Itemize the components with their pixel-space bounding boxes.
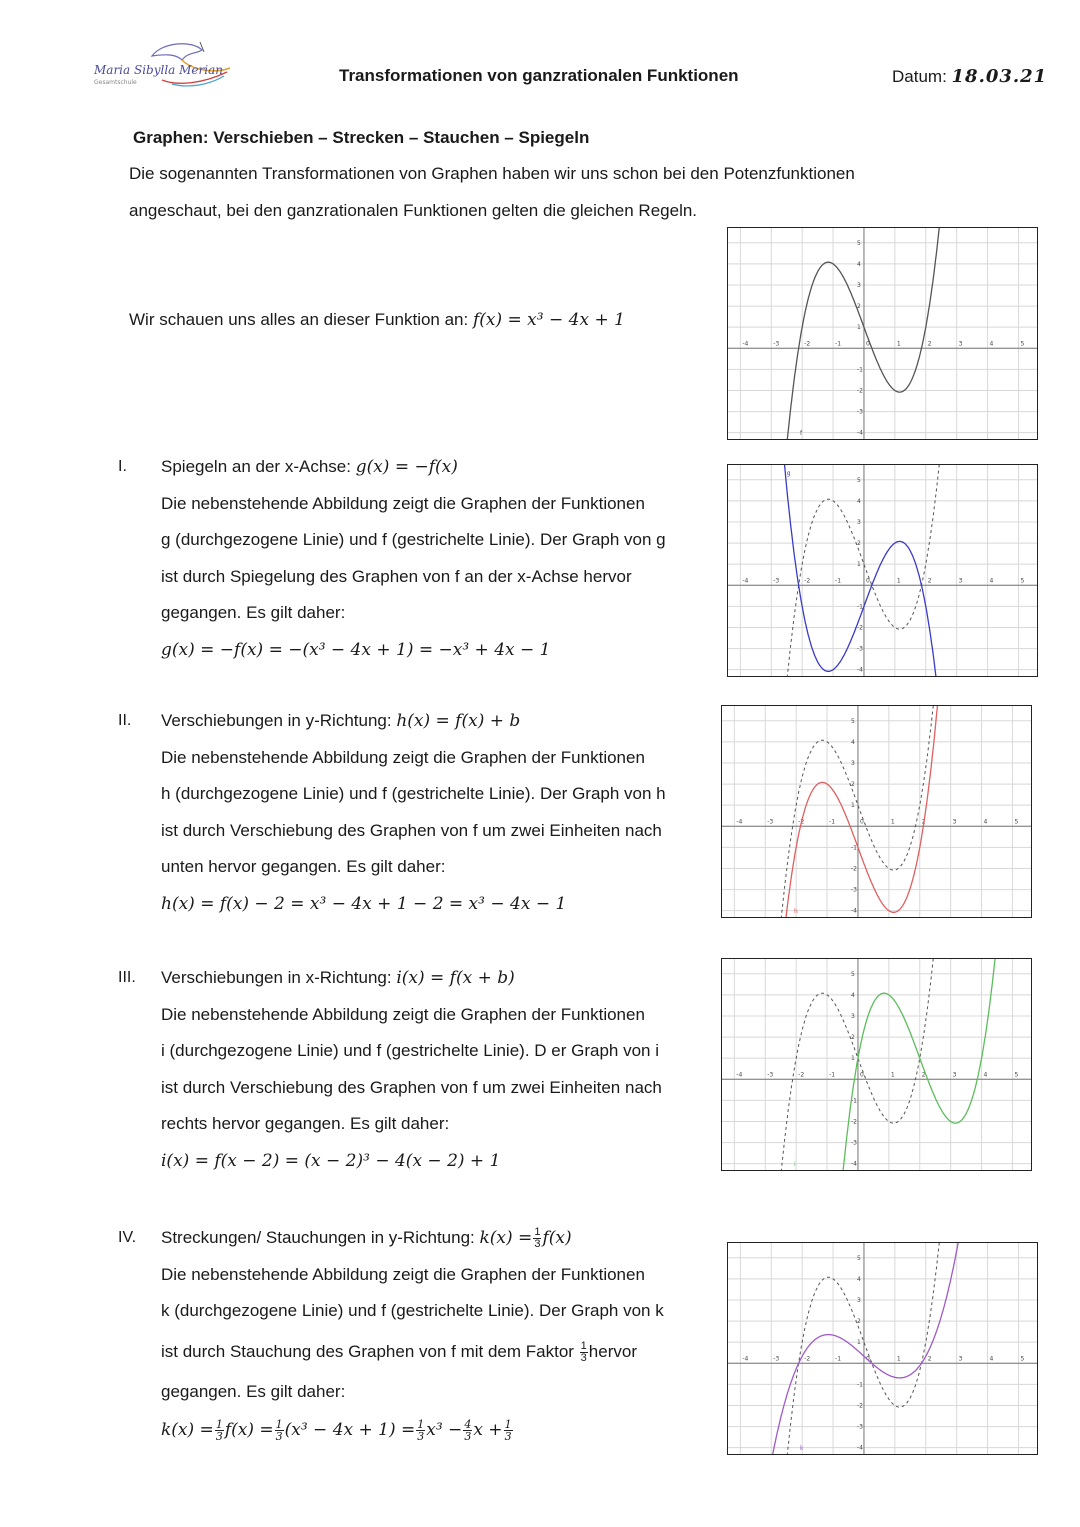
fraction-numerator: 4 xyxy=(464,1418,472,1431)
x-tick-label: -3 xyxy=(773,577,780,585)
x-tick-label: 1 xyxy=(896,1355,901,1363)
y-tick-label: -2 xyxy=(856,624,863,632)
y-tick-label: 2 xyxy=(850,1034,855,1042)
section-4-heading xyxy=(161,1220,721,1257)
x-tick-label: 5 xyxy=(1020,1355,1025,1363)
y-tick-label: -1 xyxy=(850,844,857,852)
section-3-line-4: rechts hervor gegangen. Es gilt daher: xyxy=(161,1114,450,1133)
section-4-formula xyxy=(161,1410,721,1450)
y-tick-label: -2 xyxy=(850,1118,857,1126)
formula-part: f(x) = xyxy=(224,1420,274,1440)
x-tick-label: -2 xyxy=(804,340,811,348)
date-label: Datum: xyxy=(892,67,947,86)
x-tick-label: -2 xyxy=(798,818,805,826)
x-tick-label: 0 xyxy=(859,1071,864,1079)
x-tick-label: -1 xyxy=(829,818,836,826)
numeral-4: IV. xyxy=(118,1229,137,1246)
fraction xyxy=(504,1419,513,1442)
x-tick-label: 2 xyxy=(921,1071,926,1079)
x-tick-label: -4 xyxy=(736,1071,743,1079)
y-tick-label: 1 xyxy=(856,561,861,569)
section-1-formula: g(x) = −f(x) = −(x³ − 4x + 1) = −x³ + 4x − 1 xyxy=(161,639,551,660)
x-tick-label: 4 xyxy=(989,1355,994,1363)
x-tick-label: 0 xyxy=(865,1355,870,1363)
x-tick-label: -3 xyxy=(767,1071,774,1079)
function-definition xyxy=(129,302,625,339)
intro-line-2: angeschaut, bei den ganzrationalen Funktionen gelten die gleichen Regeln. xyxy=(129,200,698,220)
fraction-denominator: 3 xyxy=(504,1430,512,1443)
formula-part: (x³ − 4x + 1) = xyxy=(284,1420,416,1440)
section-3-heading-formula: i(x) = f(x + b) xyxy=(396,968,515,988)
x-tick-label: -2 xyxy=(804,577,811,585)
y-tick-label: -1 xyxy=(856,366,863,374)
y-tick-label: 1 xyxy=(856,1339,861,1347)
x-tick-label: 3 xyxy=(958,340,963,348)
x-tick-label: 5 xyxy=(1014,1071,1019,1079)
section-title: Graphen: Verschieben – Strecken – Stauchen – Spiegeln xyxy=(133,128,590,147)
y-tick-label: -2 xyxy=(856,1402,863,1410)
fraction xyxy=(275,1419,284,1442)
fraction xyxy=(215,1419,224,1442)
numeral-3: III. xyxy=(118,969,136,986)
fraction-numerator: 1 xyxy=(215,1418,223,1431)
y-tick-label: 5 xyxy=(850,970,855,978)
curve-label: f xyxy=(799,430,803,437)
y-tick-label: 5 xyxy=(856,476,861,484)
section-2-line-3: ist durch Verschiebung des Graphen von f um zwei Einheiten nach xyxy=(161,820,662,840)
x-tick-label: -1 xyxy=(835,577,842,585)
formula-part: k(x) = xyxy=(161,1420,214,1440)
y-tick-label: 5 xyxy=(856,239,861,247)
x-tick-label: -1 xyxy=(835,1355,842,1363)
curve-i xyxy=(841,959,997,1170)
fraction xyxy=(463,1419,472,1442)
y-tick-label: 2 xyxy=(856,1318,861,1326)
section-3-heading-text: Verschiebungen in x-Richtung: xyxy=(161,968,392,987)
x-tick-label: 0 xyxy=(865,577,870,585)
y-tick-label: -3 xyxy=(856,408,863,416)
x-tick-label: 1 xyxy=(896,340,901,348)
y-tick-label: -2 xyxy=(856,387,863,395)
section-3-heading xyxy=(161,960,721,997)
section-2-line-4: unten hervor gegangen. Es gilt daher: xyxy=(161,857,446,876)
y-tick-label: -2 xyxy=(850,865,857,873)
section-4-heading-formula-post: f(x) xyxy=(542,1228,572,1248)
section-1-heading xyxy=(161,449,721,486)
section-4-line-4: gegangen. Es gilt daher: xyxy=(161,1381,346,1401)
graph-h-plot xyxy=(722,706,1031,917)
section-4-line-3 xyxy=(161,1330,721,1374)
y-tick-label: -4 xyxy=(850,907,857,915)
fraction xyxy=(580,1341,588,1364)
x-tick-label: 4 xyxy=(989,577,994,585)
section-1 xyxy=(161,449,721,668)
graph-h xyxy=(721,705,1032,918)
x-tick-label: -4 xyxy=(742,340,749,348)
x-tick-label: 0 xyxy=(859,818,864,826)
section-4-heading-formula-pre: k(x) = xyxy=(479,1228,533,1248)
section-1-heading-formula: g(x) = −f(x) xyxy=(355,457,458,477)
graph-i xyxy=(721,958,1032,1171)
numeral-1: I. xyxy=(118,458,127,475)
section-3-line-2: i (durchgezogene Linie) und f (gestrichelte Linie). D er Graph von i xyxy=(161,1041,659,1060)
formula-part: x + xyxy=(473,1420,503,1440)
y-tick-label: -3 xyxy=(850,1139,857,1147)
graph-g-plot xyxy=(728,465,1037,676)
fraction-numerator: 1 xyxy=(580,1339,587,1352)
x-tick-label: -2 xyxy=(798,1071,805,1079)
section-1-heading-text: Spiegeln an der x-Achse: xyxy=(161,457,351,476)
section-1-line-4: gegangen. Es gilt daher: xyxy=(161,603,346,622)
x-tick-label: -4 xyxy=(736,818,743,826)
x-tick-label: -4 xyxy=(742,577,749,585)
x-tick-label: 4 xyxy=(983,1071,988,1079)
function-formula: f(x) = x³ − 4x + 1 xyxy=(472,310,625,330)
function-prefix: Wir schauen uns alles an dieser Funktion an: xyxy=(129,310,469,329)
fraction xyxy=(416,1419,425,1442)
fraction-denominator: 3 xyxy=(215,1430,223,1443)
x-tick-label: 2 xyxy=(927,577,932,585)
y-tick-label: 2 xyxy=(850,781,855,789)
fraction-denominator: 3 xyxy=(275,1430,283,1443)
section-2-heading-formula: h(x) = f(x) + b xyxy=(396,711,521,731)
section-4-line-1: Die nebenstehende Abbildung zeigt die Graphen der Funktionen xyxy=(161,1264,645,1284)
x-tick-label: -2 xyxy=(804,1355,811,1363)
y-tick-label: 5 xyxy=(850,717,855,725)
section-4-heading-text: Streckungen/ Stauchungen in y-Richtung: xyxy=(161,1228,475,1247)
intro-paragraph xyxy=(129,156,989,229)
x-tick-label: -1 xyxy=(829,1071,836,1079)
y-tick-label: -3 xyxy=(856,1423,863,1431)
svg-text:Gesamtschule: Gesamtschule xyxy=(94,79,137,86)
curve-f-dashed xyxy=(786,1243,942,1454)
section-2-heading xyxy=(161,703,721,740)
x-tick-label: 1 xyxy=(890,818,895,826)
x-tick-label: 3 xyxy=(952,1071,957,1079)
y-tick-label: 4 xyxy=(850,991,855,999)
y-tick-label: 1 xyxy=(850,802,855,810)
fraction-denominator: 3 xyxy=(464,1430,472,1443)
x-tick-label: -3 xyxy=(773,340,780,348)
y-tick-label: -4 xyxy=(856,666,863,674)
graph-k xyxy=(727,1242,1038,1455)
y-tick-label: -3 xyxy=(856,645,863,653)
x-tick-label: 5 xyxy=(1014,818,1019,826)
curve-g xyxy=(783,465,938,676)
y-tick-label: 3 xyxy=(850,1012,855,1020)
curve-label: k xyxy=(799,1445,804,1452)
fraction-numerator: 1 xyxy=(504,1418,512,1431)
y-tick-label: -3 xyxy=(850,886,857,894)
y-tick-label: 4 xyxy=(856,1275,861,1283)
graph-g xyxy=(727,464,1038,677)
section-1-line-3: ist durch Spiegelung des Graphen von f an der x-Achse hervor xyxy=(161,566,632,586)
curve-f-dashed xyxy=(780,706,936,917)
y-tick-label: 1 xyxy=(850,1055,855,1063)
graph-k-plot xyxy=(728,1243,1037,1454)
curve-h xyxy=(784,706,939,917)
y-tick-label: 3 xyxy=(856,1296,861,1304)
section-2-formula: h(x) = f(x) − 2 = x³ − 4x + 1 − 2 = x³ − 4x − 1 xyxy=(161,893,567,914)
y-tick-label: -1 xyxy=(856,1381,863,1389)
section-4-line-3-tail: hervor xyxy=(588,1341,637,1361)
y-tick-label: 5 xyxy=(856,1254,861,1262)
section-4 xyxy=(161,1220,721,1450)
section-2-line-1: Die nebenstehende Abbildung zeigt die Graphen der Funktionen xyxy=(161,747,645,767)
fraction-numerator: 1 xyxy=(534,1226,541,1239)
y-tick-label: 3 xyxy=(850,759,855,767)
y-tick-label: 3 xyxy=(856,518,861,526)
fraction-denominator: 3 xyxy=(417,1430,425,1443)
x-tick-label: 4 xyxy=(983,818,988,826)
curve-label: h xyxy=(793,908,798,915)
curve-k xyxy=(769,1243,962,1454)
curve-f xyxy=(786,228,942,439)
document-title: Transformationen von ganzrationalen Funktionen xyxy=(339,66,739,85)
y-tick-label: -1 xyxy=(856,603,863,611)
school-logo xyxy=(92,40,237,92)
section-4-line-2: k (durchgezogene Linie) und f (gestrichelte Linie). Der Graph von k xyxy=(161,1301,664,1320)
graph-f-plot xyxy=(728,228,1037,439)
y-tick-label: 3 xyxy=(856,281,861,289)
section-1-line-2: g (durchgezogene Linie) und f (gestrichelte Linie). Der Graph von g xyxy=(161,530,666,549)
fraction-numerator: 1 xyxy=(275,1418,283,1431)
intro-line-1: Die sogenannten Transformationen von Graphen haben wir uns schon bei den Potenzfunktionen xyxy=(129,164,855,183)
y-tick-label: 1 xyxy=(856,324,861,332)
section-2-heading-text: Verschiebungen in y-Richtung: xyxy=(161,711,392,730)
x-tick-label: 0 xyxy=(865,340,870,348)
y-tick-label: 4 xyxy=(856,260,861,268)
x-tick-label: 1 xyxy=(896,577,901,585)
x-tick-label: -1 xyxy=(835,340,842,348)
curve-label: i xyxy=(793,1161,796,1168)
curve-label: g xyxy=(786,470,791,477)
x-tick-label: 5 xyxy=(1020,340,1025,348)
svg-text:Maria Sibylla Merian: Maria Sibylla Merian xyxy=(94,63,223,77)
graph-f xyxy=(727,227,1038,440)
y-tick-label: 2 xyxy=(856,540,861,548)
x-tick-label: 2 xyxy=(927,1355,932,1363)
graph-i-plot xyxy=(722,959,1031,1170)
y-tick-label: 4 xyxy=(856,497,861,505)
x-tick-label: -3 xyxy=(773,1355,780,1363)
section-3-line-3: ist durch Verschiebung des Graphen von f um zwei Einheiten nach xyxy=(161,1077,662,1097)
section-2 xyxy=(161,703,721,922)
fraction-denominator: 3 xyxy=(534,1238,541,1251)
fraction-numerator: 1 xyxy=(417,1418,425,1431)
x-tick-label: 1 xyxy=(890,1071,895,1079)
x-tick-label: 2 xyxy=(921,818,926,826)
date-field xyxy=(892,66,1047,87)
x-tick-label: 5 xyxy=(1020,577,1025,585)
section-3 xyxy=(161,960,721,1179)
x-tick-label: 3 xyxy=(958,577,963,585)
x-tick-label: -4 xyxy=(742,1355,749,1363)
y-tick-label: -4 xyxy=(850,1160,857,1168)
y-tick-label: -4 xyxy=(856,1444,863,1452)
section-4-line-3-text: ist durch Stauchung des Graphen von f mit dem Faktor xyxy=(161,1341,574,1361)
section-2-line-2: h (durchgezogene Linie) und f (gestrichelte Linie). Der Graph von h xyxy=(161,784,666,803)
section-1-line-1: Die nebenstehende Abbildung zeigt die Graphen der Funktionen xyxy=(161,493,645,513)
y-tick-label: -4 xyxy=(856,429,863,437)
y-tick-label: 2 xyxy=(856,303,861,311)
x-tick-label: 3 xyxy=(958,1355,963,1363)
x-tick-label: 2 xyxy=(927,340,932,348)
x-tick-label: 4 xyxy=(989,340,994,348)
section-3-formula: i(x) = f(x − 2) = (x − 2)³ − 4(x − 2) + 1 xyxy=(161,1150,501,1171)
y-tick-label: 4 xyxy=(850,738,855,746)
fraction xyxy=(533,1227,541,1250)
x-tick-label: 3 xyxy=(952,818,957,826)
y-tick-label: -1 xyxy=(850,1097,857,1105)
x-tick-label: -3 xyxy=(767,818,774,826)
formula-part: x³ − xyxy=(426,1420,463,1440)
section-3-line-1: Die nebenstehende Abbildung zeigt die Graphen der Funktionen xyxy=(161,1004,645,1024)
numeral-2: II. xyxy=(118,712,132,729)
fraction-denominator: 3 xyxy=(580,1351,587,1364)
date-value: 18.03.21 xyxy=(951,66,1048,87)
